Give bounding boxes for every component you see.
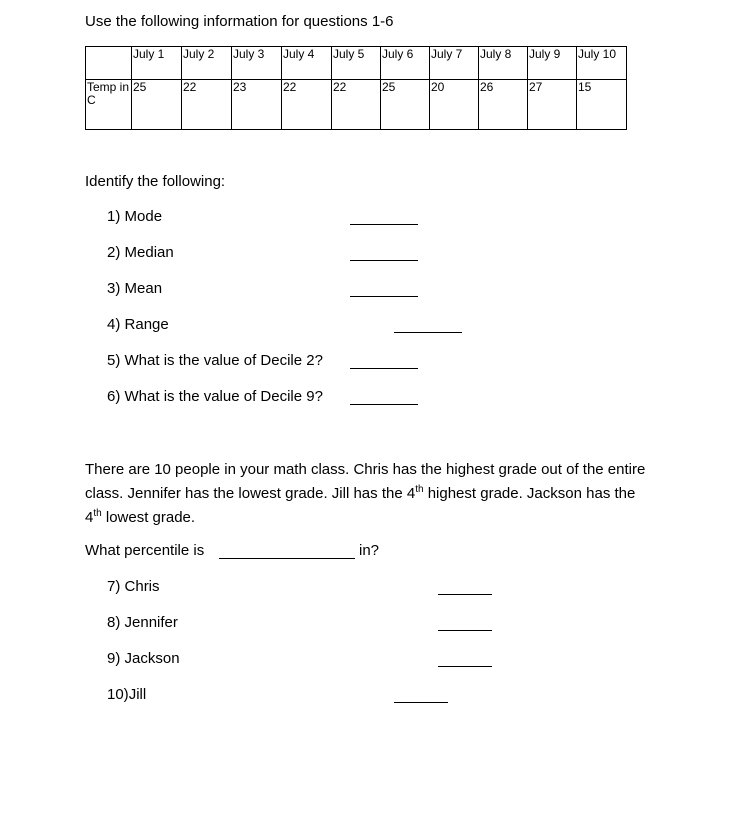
answer-blank-3[interactable] <box>350 296 418 297</box>
question-number: 1) <box>107 208 121 225</box>
percentile-prompt: What percentile is <box>85 542 205 559</box>
answer-blank-4[interactable] <box>394 332 462 333</box>
table-cell: 22 <box>182 80 232 130</box>
table-header-cell <box>86 47 132 80</box>
answer-blank-6[interactable] <box>350 404 418 405</box>
question-text: Range <box>124 316 169 333</box>
question-text: Jackson <box>124 650 180 667</box>
table-header-cell: July 9 <box>528 47 577 80</box>
question-text: What is the value of Decile 2? <box>124 352 323 369</box>
superscript: th <box>415 484 424 495</box>
table-header-cell: July 3 <box>232 47 282 80</box>
question-text: Mean <box>124 280 163 297</box>
table-header-cell: July 10 <box>577 47 627 80</box>
answer-blank-5[interactable] <box>350 368 418 369</box>
question-number: 9) <box>107 650 121 667</box>
question-number: 6) <box>107 388 121 405</box>
answer-blank-7[interactable] <box>438 594 492 595</box>
temperature-table <box>85 46 627 130</box>
question-number: 4) <box>107 316 121 333</box>
table-header-cell: July 8 <box>479 47 528 80</box>
class-scenario-paragraph <box>85 458 655 530</box>
question-text: Jill <box>128 686 147 703</box>
table-cell: 25 <box>381 80 430 130</box>
question-10 <box>107 686 146 704</box>
table-header-cell: July 2 <box>182 47 232 80</box>
identify-heading: Identify the following: <box>85 173 226 190</box>
paragraph-text: There are 10 people in your math class. Chris has the highest grade out of the entire class. Jennifer has the lowest grade. Jill has the 4 <box>85 461 646 502</box>
question-number: 8) <box>107 614 121 631</box>
table-cell: 26 <box>479 80 528 130</box>
question-text: What is the value of Decile 9? <box>124 388 323 405</box>
question-4 <box>107 316 169 334</box>
table-cell: 23 <box>232 80 282 130</box>
question-number: 5) <box>107 352 121 369</box>
percentile-prompt-end: in? <box>359 542 380 559</box>
question-8 <box>107 614 178 632</box>
question-number: 3) <box>107 280 121 297</box>
table-header-cell: July 5 <box>332 47 381 80</box>
question-7 <box>107 578 160 596</box>
question-6 <box>107 388 323 406</box>
superscript: th <box>93 508 102 519</box>
question-5 <box>107 352 323 370</box>
question-text: Jennifer <box>124 614 178 631</box>
table-header-cell: July 7 <box>430 47 479 80</box>
table-cell: 15 <box>577 80 627 130</box>
question-number: 10) <box>107 686 129 703</box>
question-9 <box>107 650 180 668</box>
table-header-cell: July 4 <box>282 47 332 80</box>
paragraph-text: highest grade. Jackson has the 4 <box>85 485 636 526</box>
paragraph-text: lowest grade. <box>101 509 196 526</box>
table-cell: 20 <box>430 80 479 130</box>
table-cell: 22 <box>282 80 332 130</box>
table-header-cell: July 1 <box>132 47 182 80</box>
percentile-name-blank[interactable] <box>219 558 355 559</box>
answer-blank-2[interactable] <box>350 260 418 261</box>
table-header-row <box>86 47 627 80</box>
answer-blank-1[interactable] <box>350 224 418 225</box>
question-2 <box>107 244 174 262</box>
answer-blank-9[interactable] <box>438 666 492 667</box>
table-cell: 25 <box>132 80 182 130</box>
question-3 <box>107 280 162 298</box>
row-label-cell: Temp in C <box>86 80 132 130</box>
table-row <box>86 80 627 130</box>
table-cell: 22 <box>332 80 381 130</box>
question-1 <box>107 208 162 226</box>
answer-blank-10[interactable] <box>394 702 448 703</box>
question-number: 2) <box>107 244 121 261</box>
table-cell: 27 <box>528 80 577 130</box>
question-text: Median <box>124 244 174 261</box>
question-text: Chris <box>124 578 160 595</box>
question-text: Mode <box>124 208 163 225</box>
intro-text: Use the following information for questions 1-6 <box>85 13 394 30</box>
table-header-cell: July 6 <box>381 47 430 80</box>
question-number: 7) <box>107 578 121 595</box>
answer-blank-8[interactable] <box>438 630 492 631</box>
